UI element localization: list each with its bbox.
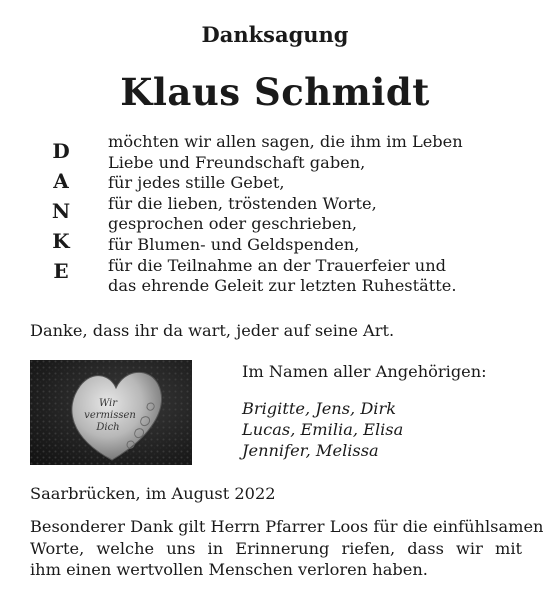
danke-letter: N xyxy=(51,199,71,223)
thanks-line: Danke, dass ihr da wart, jeder auf seine Art. xyxy=(30,321,395,340)
poem-line: das ehrende Geleit zur letzten Ruhestätte. xyxy=(108,276,457,296)
danke-letter: K xyxy=(52,229,70,253)
closing-line: Worte, welche uns in Erinnerung riefen, dass wir mit xyxy=(30,538,522,558)
poem-line: möchten wir allen sagen, die ihm im Leben xyxy=(108,132,463,151)
poem-line: Liebe und Freundschaft gaben, xyxy=(108,152,366,172)
poem-line: gesprochen oder geschrieben, xyxy=(108,214,358,234)
closing-paragraph xyxy=(30,516,544,581)
danke-vertical-word xyxy=(48,136,74,286)
danke-letter: E xyxy=(53,259,69,283)
family-label: Im Namen aller Angehörigen: xyxy=(242,362,487,381)
danke-letter: D xyxy=(52,139,70,163)
family-names xyxy=(242,398,403,461)
poem-line: für jedes stille Gebet, xyxy=(108,173,285,193)
thanks-poem xyxy=(108,132,463,297)
heart-text-line: Wir xyxy=(98,398,118,409)
place-date: Saarbrücken, im August 2022 xyxy=(30,484,276,503)
family-name-line: Brigitte, Jens, Dirk xyxy=(242,399,397,418)
heart-text-line: vermissen xyxy=(84,410,136,421)
heart-text-line: Dich xyxy=(96,422,120,433)
deceased-name: Klaus Schmidt xyxy=(120,70,430,114)
heart-stone-image xyxy=(30,360,192,465)
closing-line: ihm einen wertvollen Menschen verloren haben. xyxy=(30,560,428,579)
closing-line: Besonderer Dank gilt Herrn Pfarrer Loos für die einfühlsamen xyxy=(30,517,544,536)
poem-line: für Blumen- und Geldspenden, xyxy=(108,234,360,254)
family-name-line: Jennifer, Melissa xyxy=(242,441,379,460)
danke-letter: A xyxy=(53,169,69,193)
notice-heading: Danksagung xyxy=(201,22,349,47)
poem-line: für die Teilnahme an der Trauerfeier und xyxy=(108,255,447,275)
family-name-line: Lucas, Emilia, Elisa xyxy=(242,420,404,439)
heart-stone-icon xyxy=(30,360,192,465)
poem-line: für die lieben, tröstenden Worte, xyxy=(108,193,377,213)
